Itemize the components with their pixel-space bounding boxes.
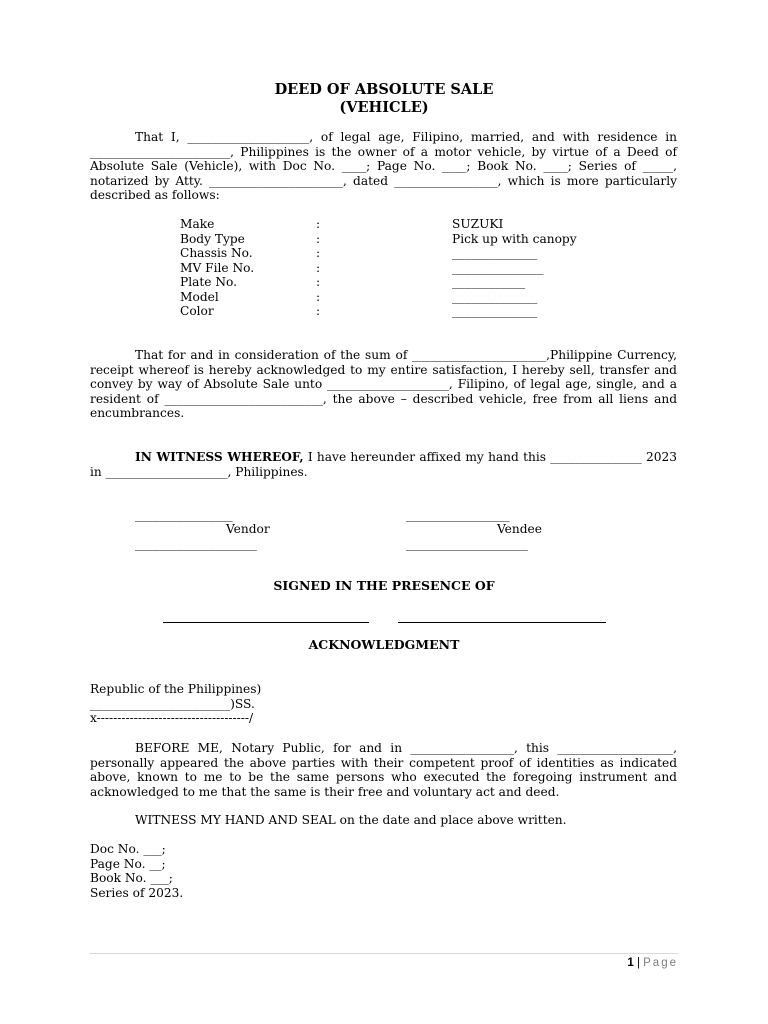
spec-value: ______________ xyxy=(452,290,538,304)
vendee-label: Vendee xyxy=(497,522,542,536)
page-number-separator: | xyxy=(636,957,640,969)
spec-row-chassis xyxy=(180,246,600,261)
witness-paragraph xyxy=(90,450,677,479)
spec-colon: : xyxy=(316,261,321,275)
consideration-paragraph: That for and in consideration of the sum of ______________________,Philippine Currency, receipt whereof is hereby acknowledged to my entire satisfaction, I hereby sell, transfer and convey by way of Absolute Sale unto ____________________, Filipino, of legal age, single, and a resident of __________________________, the above – described vehicle, free from all liens and encumbrances. xyxy=(90,348,677,421)
notarial-doc-no: Doc No. ___; xyxy=(90,842,166,856)
presence-heading: SIGNED IN THE PRESENCE OF xyxy=(273,578,495,593)
page-number-word: Page xyxy=(643,957,678,969)
venue-country: Republic of the Philippines) xyxy=(90,682,262,696)
vendee-name-line: ____________________ xyxy=(406,537,528,551)
spec-row-mv-file xyxy=(180,261,600,276)
spec-label: MV File No. xyxy=(180,261,255,275)
spec-label: Body Type xyxy=(180,232,245,246)
witness-bold-lead: IN WITNESS WHEREOF, xyxy=(135,450,304,464)
spec-colon: : xyxy=(316,217,321,231)
spec-row-make xyxy=(180,217,600,232)
spec-label: Plate No. xyxy=(180,275,238,289)
witness-signature-line-right xyxy=(398,622,606,623)
spec-value: ______________ xyxy=(452,246,538,260)
spec-colon: : xyxy=(316,290,321,304)
spec-colon: : xyxy=(316,304,321,318)
spec-label: Make xyxy=(180,217,215,231)
notarial-page-no: Page No. __; xyxy=(90,857,166,871)
spec-value: ______________ xyxy=(452,304,538,318)
spec-value: ____________ xyxy=(452,275,526,289)
spec-row-color xyxy=(180,304,600,319)
spec-row-body-type xyxy=(180,232,600,247)
witness-signature-line-left xyxy=(163,622,369,623)
witness-rest: I have hereunder affixed my hand this _______________ 2023 in ____________________, Philippines. xyxy=(90,450,677,479)
witness-hand-seal: WITNESS MY HAND AND SEAL on the date and place above written. xyxy=(135,813,567,827)
spec-colon: : xyxy=(316,275,321,289)
intro-paragraph: That I, ____________________, of legal age, Filipino, married, and with residence in _______________________, Philippines is the owner of a motor vehicle, by virtue of a Deed of Absolute Sale (Vehicle), with Doc No. ____; Page No. ____; Book No. ____; Series of _____, notarized by Atty. ______________________, dated _________________, which is more particularly described as follows: xyxy=(90,130,677,203)
vendor-signature-line: ________________ xyxy=(135,508,233,522)
spec-row-plate xyxy=(180,275,600,290)
acknowledgment-heading: ACKNOWLEDGMENT xyxy=(308,637,460,652)
venue-separator: x-------------------------------------/ xyxy=(90,711,254,725)
page-number-value: 1 xyxy=(627,957,634,969)
spec-row-model xyxy=(180,290,600,305)
spec-value: _______________ xyxy=(452,261,544,275)
spec-colon: : xyxy=(316,246,321,260)
page-number xyxy=(627,956,678,971)
venue-city-line: _______________________)SS. xyxy=(90,697,255,711)
before-me-paragraph: BEFORE ME, Notary Public, for and in _________________, this ___________________, personally appeared the above parties with their competent proof of identities as indicated above, known to me to be the same persons who executed the foregoing instrument and acknowledged to me that the same is their free and voluntary act and deed. xyxy=(90,741,677,799)
notarial-series: Series of 2023. xyxy=(90,886,184,900)
vendor-label: Vendor xyxy=(226,522,270,536)
vendor-name-line: ____________________ xyxy=(135,537,257,551)
spec-label: Model xyxy=(180,290,219,304)
spec-label: Chassis No. xyxy=(180,246,253,260)
footer-rule xyxy=(90,953,678,954)
spec-colon: : xyxy=(316,232,321,246)
vendee-signature-line: _________________ xyxy=(406,508,510,522)
document-title: DEED OF ABSOLUTE SALE xyxy=(274,81,494,98)
document-subtitle: (VEHICLE) xyxy=(339,99,429,116)
spec-value: SUZUKI xyxy=(452,217,504,231)
notarial-book-no: Book No. ___; xyxy=(90,871,173,885)
spec-label: Color xyxy=(180,304,214,318)
spec-value: Pick up with canopy xyxy=(452,232,577,246)
